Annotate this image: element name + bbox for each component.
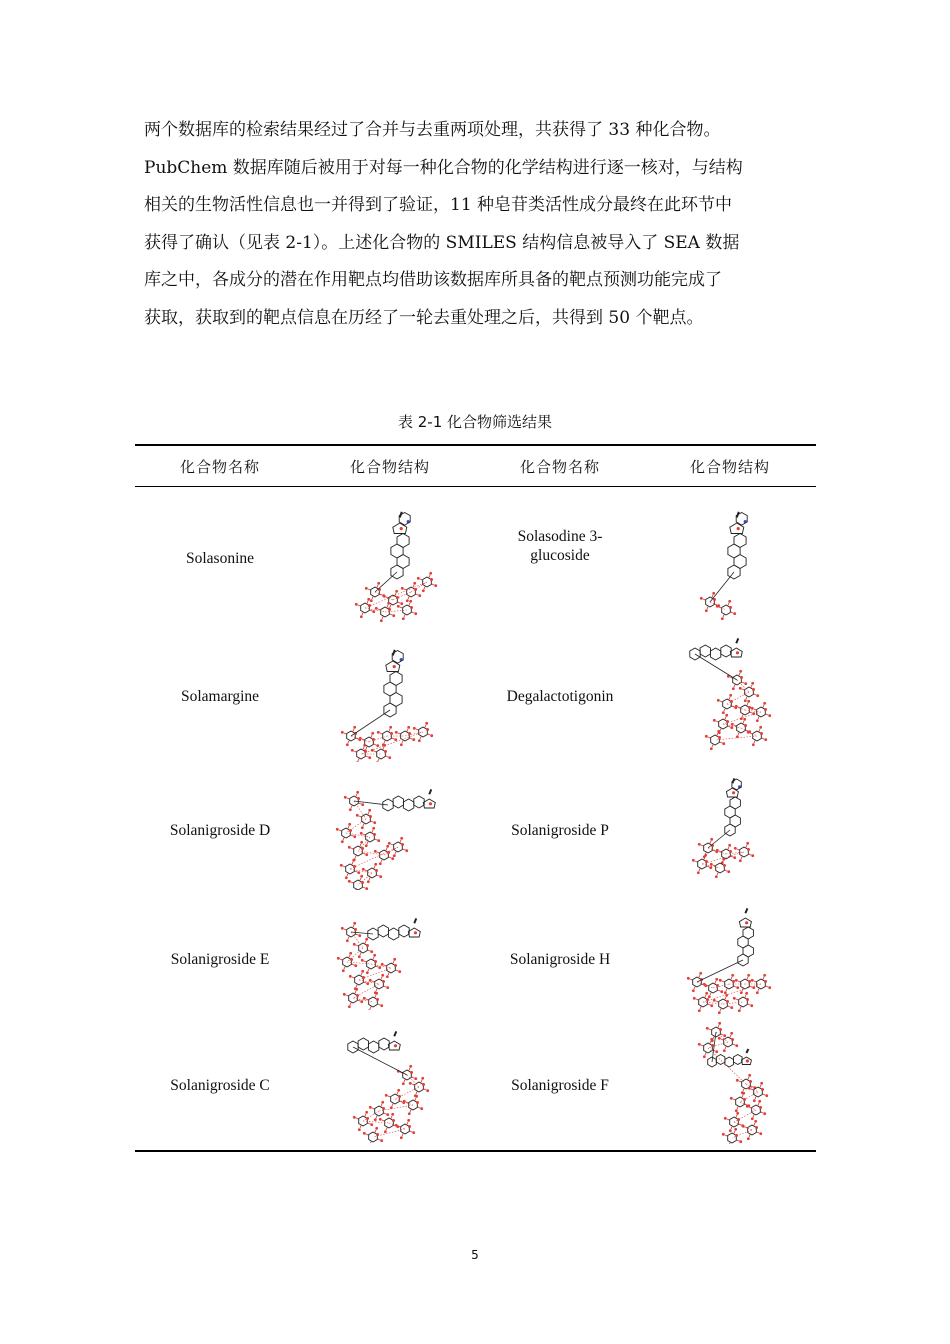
compound-name: Solamargine bbox=[180, 688, 260, 705]
structure-image-solamargine bbox=[335, 632, 440, 762]
compound-name: Solanigroside F bbox=[511, 1077, 609, 1094]
header-compound-name: 化合物名称 bbox=[519, 458, 600, 476]
paragraph-line: 相关的生物活性信息也一并得到了验证，11 种皂苷类活性成分最终在此环节中 bbox=[144, 195, 733, 216]
structure-image-degalactotigonin bbox=[675, 632, 775, 752]
compound-name: Solanigroside H bbox=[509, 951, 611, 968]
structure-image-solasodine-3-glucoside bbox=[688, 492, 773, 624]
structure-image-solanigroside-c bbox=[333, 1025, 438, 1143]
structure-image-solasonine bbox=[345, 492, 445, 624]
structure-image-solanigroside-d bbox=[328, 775, 458, 890]
body-paragraph bbox=[144, 112, 812, 338]
page-number: 5 bbox=[471, 1248, 479, 1262]
structure-image-solanigroside-p bbox=[688, 768, 768, 878]
compound-name: Solanigroside E bbox=[170, 951, 270, 968]
compound-name: Solasonine bbox=[185, 550, 255, 567]
table-header-rule bbox=[135, 486, 816, 487]
table-caption: 表 2-1 化合物筛选结果 bbox=[397, 413, 553, 431]
header-compound-structure: 化合物结构 bbox=[349, 458, 430, 476]
paragraph-line: 获得了确认（见表 2-1）。上述化合物的 SMILES 结构信息被导入了 SEA 数据 bbox=[144, 232, 740, 253]
header-compound-name: 化合物名称 bbox=[179, 458, 260, 476]
compound-name-line: Solasodine 3- bbox=[517, 528, 603, 545]
compound-name: Solanigroside P bbox=[511, 822, 609, 839]
paragraph-line: 库之中，各成分的潜在作用靶点均借助该数据库所具备的靶点预测功能完成了 bbox=[144, 270, 722, 291]
table-bottom-rule bbox=[135, 1150, 816, 1152]
structure-image-solanigroside-h bbox=[683, 898, 778, 1016]
compound-name bbox=[475, 527, 645, 565]
paragraph-line: PubChem 数据库随后被用于对每一种化合物的化学结构进行逐一核对，与结构 bbox=[144, 157, 743, 178]
paragraph-line: 获取，获取到的靶点信息在历经了一轮去重处理之后，共得到 50 个靶点。 bbox=[144, 307, 704, 328]
compound-name: Degalactotigonin bbox=[506, 688, 614, 705]
structure-image-solanigroside-f bbox=[688, 1022, 773, 1144]
table-top-rule bbox=[135, 444, 816, 446]
structure-image-solanigroside-e bbox=[333, 902, 443, 1010]
paragraph-line: 两个数据库的检索结果经过了合并与去重两项处理，共获得了 33 种化合物。 bbox=[144, 120, 721, 140]
compound-name-line: glucoside bbox=[530, 547, 590, 564]
header-compound-structure: 化合物结构 bbox=[689, 458, 770, 476]
compound-name: Solanigroside C bbox=[170, 1077, 270, 1094]
compound-name: Solanigroside D bbox=[169, 822, 271, 839]
